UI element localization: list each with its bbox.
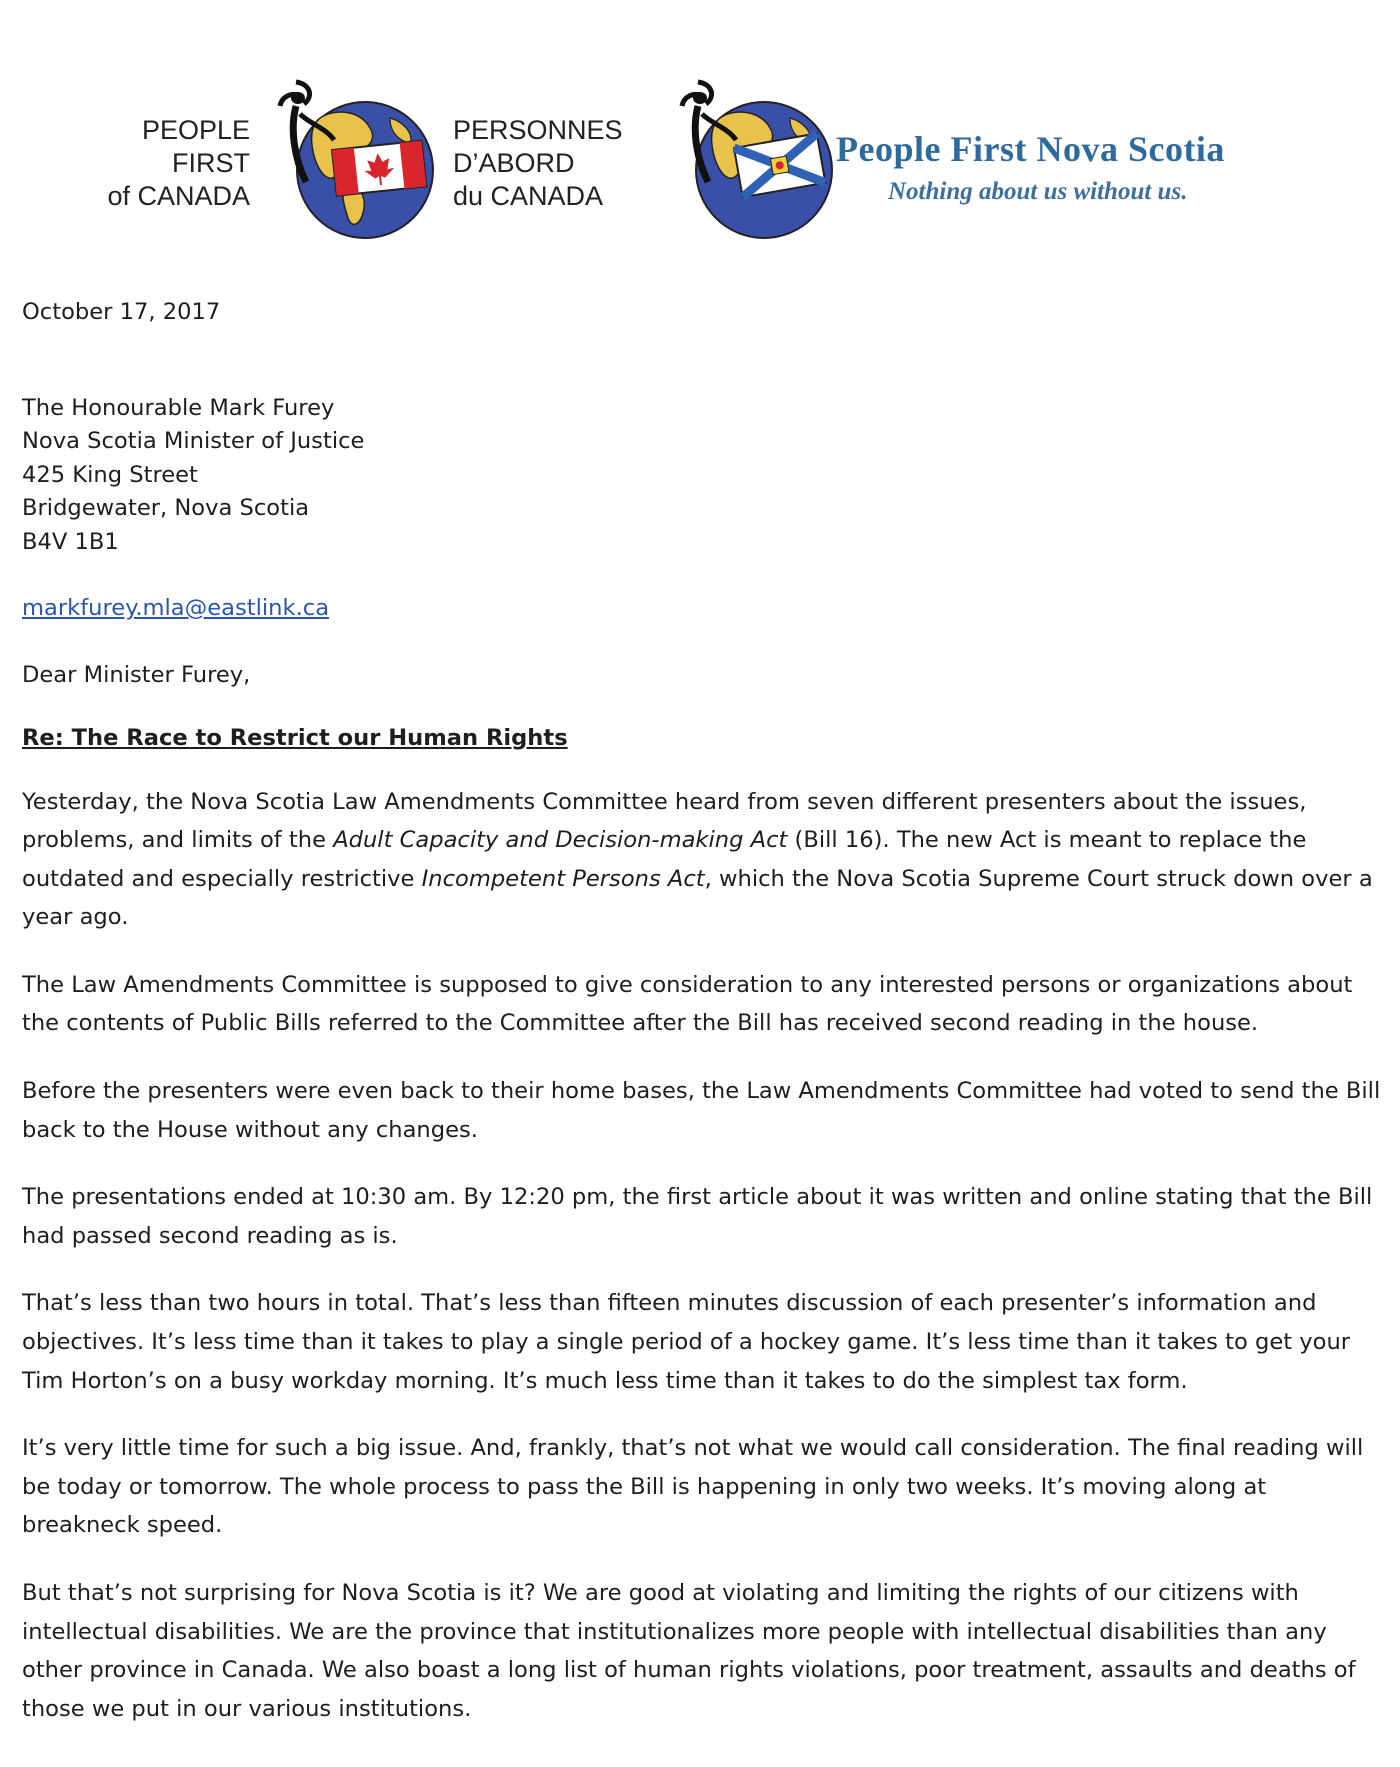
salutation: Dear Minister Furey, (22, 661, 251, 688)
address-line: The Honourable Mark Furey (22, 394, 335, 421)
address-line: Bridgewater, Nova Scotia (22, 495, 310, 521)
recipient-email-link[interactable]: markfurey.mla@eastlink.ca (22, 595, 330, 621)
paragraph-7: But that’s not surprising for Nova Scotia is it? We are good at violating and limiting the rights of our citizens with intellectual disabilities. We are the province that institutionalizes more people with intellectual disabilities than any other province in Canada. We also boast a long list of human rights violations, poor treatment, assaults and deaths of those we put in our various institutions. (22, 1580, 1356, 1722)
people-first-nova-scotia-globe-logo (672, 78, 837, 243)
pfc-french-line-3: du CANADA (453, 181, 604, 211)
paragraph-4: The presentations ended at 10:30 am. By 12:20 pm, the first article about it was written and online stating that the Bill had passed second reading as is. (22, 1184, 1373, 1249)
address-line: 425 King Street (22, 461, 198, 488)
act-title-adult-capacity: Adult Capacity and Decision-making Act (333, 827, 788, 854)
paragraph-6: It’s very little time for such a big issue. And, frankly, that’s not what we would call consideration. The final reading will be today or tomorrow. The whole process to pass the Bill is happening in only two weeks. It’s moving along at breakneck speed. (22, 1435, 1364, 1539)
people-first-nova-scotia-tagline: Nothing about us without us. (888, 178, 1188, 205)
letter-date: October 17, 2017 (22, 299, 221, 325)
subject-line: Re: The Race to Restrict our Human Rights (22, 725, 568, 751)
pfc-english-line-1: PEOPLE (141, 115, 250, 145)
people-first-canada-globe-logo (270, 78, 440, 243)
paragraph-3: Before the presenters were even back to their home bases, the Law Amendments Committee had voted to send the Bill back to the House without any changes. (22, 1078, 1381, 1143)
address-line: B4V 1B1 (22, 528, 119, 555)
paragraph-2: The Law Amendments Committee is supposed to give consideration to any interested persons or organizations about the contents of Public Bills referred to the Committee after the Bill has received second reading in the house. (22, 971, 1353, 1037)
pfc-french-line-2: D’ABORD (453, 148, 575, 178)
pfc-english-line-3: of CANADA (107, 181, 250, 211)
letter-body (22, 296, 1382, 1757)
people-first-canada-english (60, 114, 250, 213)
act-title-incompetent-persons: Incompetent Persons Act (421, 865, 705, 892)
address-line: Nova Scotia Minister of Justice (22, 428, 365, 454)
paragraph-1: Yesterday, the Nova Scotia Law Amendments Committee heard from seven different presenters about the issues, problems, and limits of the Adult Capacity and Decision-making Act (Bill 16). The new Act is meant to replace the outdated and especially restrictive Incompetent Persons Act, which the Nova Scotia Supreme Court struck down over a year ago. (22, 788, 1373, 931)
paragraph-5: That’s less than two hours in total. That’s less than fifteen minutes discussion of each presenter’s information and objectives. It’s less time than it takes to play a single period of a hockey game. It’s less time than it takes to get your Tim Horton’s on a busy workday morning. It’s much less time than it takes to do the simplest tax form. (22, 1290, 1351, 1394)
pfc-english-line-2: FIRST (172, 148, 250, 178)
pfc-french-line-1: PERSONNES (453, 115, 623, 145)
letterhead (0, 0, 1400, 260)
people-first-nova-scotia-title: People First Nova Scotia (836, 129, 1225, 169)
recipient-address (22, 392, 1382, 560)
